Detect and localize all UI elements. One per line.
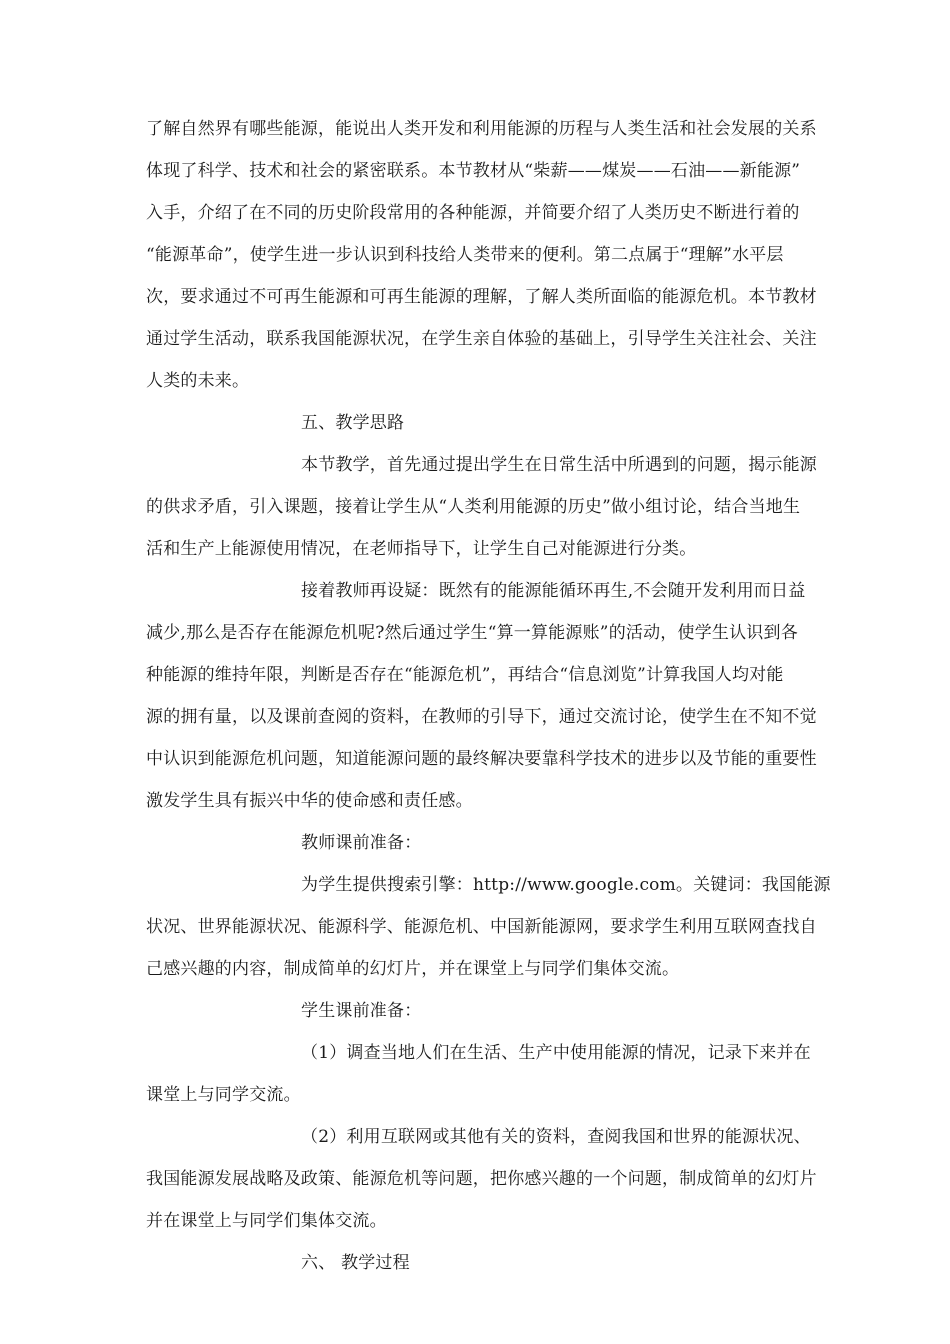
paragraph-line: “能源革命”，使学生进一步认识到科技给人类带来的便利。第二点属于“理解”水平层 (146, 245, 784, 265)
subheading-student-preparation: 学生课前准备： (301, 1001, 422, 1021)
paragraph-line: 次，要求通过不可再生能源和可再生能源的理解，了解人类所面临的能源危机。本节教材 (146, 287, 817, 307)
paragraph-line: 中认识到能源危机问题，知道能源问题的最终解决要靠科学技术的进步以及节能的重要性 (146, 749, 817, 769)
paragraph-line: 接着教师再设疑：既然有的能源能循环再生,不会随开发利用而日益 (301, 581, 806, 601)
paragraph-line: （1）调查当地人们在生活、生产中使用能源的情况，记录下来并在 (301, 1043, 811, 1063)
paragraph-line: （2）利用互联网或其他有关的资料，查阅我国和世界的能源状况、 (301, 1127, 811, 1147)
paragraph-line: 本节教学，首先通过提出学生在日常生活中所遇到的问题，揭示能源 (301, 455, 817, 475)
subheading-teacher-preparation: 教师课前准备： (301, 833, 422, 853)
paragraph-line: 种能源的维持年限，判断是否存在“能源危机”，再结合“信息浏览”计算我国人均对能 (146, 665, 784, 685)
paragraph-line: 入手，介绍了在不同的历史阶段常用的各种能源，并简要介绍了人类历史不断进行着的 (146, 203, 800, 223)
paragraph-line: 人类的未来。 (146, 371, 250, 391)
paragraph-line: 己感兴趣的内容，制成简单的幻灯片，并在课堂上与同学们集体交流。 (146, 959, 680, 979)
paragraph-line: 的供求矛盾，引入课题，接着让学生从“人类利用能源的历史”做小组讨论，结合当地生 (146, 497, 801, 517)
section-heading-teaching-process: 六、 教学过程 (301, 1253, 410, 1273)
paragraph-line: 激发学生具有振兴中华的使命感和责任感。 (146, 791, 473, 811)
paragraph-line: 状况、世界能源状况、能源科学、能源危机、中国新能源网，要求学生利用互联网查找自 (146, 917, 817, 937)
paragraph-line: 并在课堂上与同学们集体交流。 (146, 1211, 387, 1231)
paragraph-line: 我国能源发展战略及政策、能源危机等问题，把你感兴趣的一个问题，制成简单的幻灯片 (146, 1169, 817, 1189)
paragraph-line: 了解自然界有哪些能源，能说出人类开发和利用能源的历程与人类生活和社会发展的关系 (146, 119, 817, 139)
paragraph-line: 通过学生活动，联系我国能源状况，在学生亲自体验的基础上，引导学生关注社会、关注 (146, 329, 817, 349)
paragraph-line: 源的拥有量，以及课前查阅的资料，在教师的引导下，通过交流讨论，使学生在不知不觉 (146, 707, 817, 727)
paragraph-line: 活和生产上能源使用情况，在老师指导下，让学生自己对能源进行分类。 (146, 539, 697, 559)
paragraph-line: 课堂上与同学交流。 (146, 1085, 301, 1105)
paragraph-line: 为学生提供搜索引擎：http://www.google.com。关键词：我国能源 (301, 875, 831, 895)
paragraph-line: 体现了科学、技术和社会的紧密联系。本节教材从“柴薪——煤炭——石油——新能源” (146, 161, 801, 181)
paragraph-line: 减少,那么是否存在能源危机呢?然后通过学生“算一算能源账”的活动，使学生认识到各 (146, 623, 798, 643)
section-heading-teaching-approach: 五、教学思路 (301, 413, 405, 433)
